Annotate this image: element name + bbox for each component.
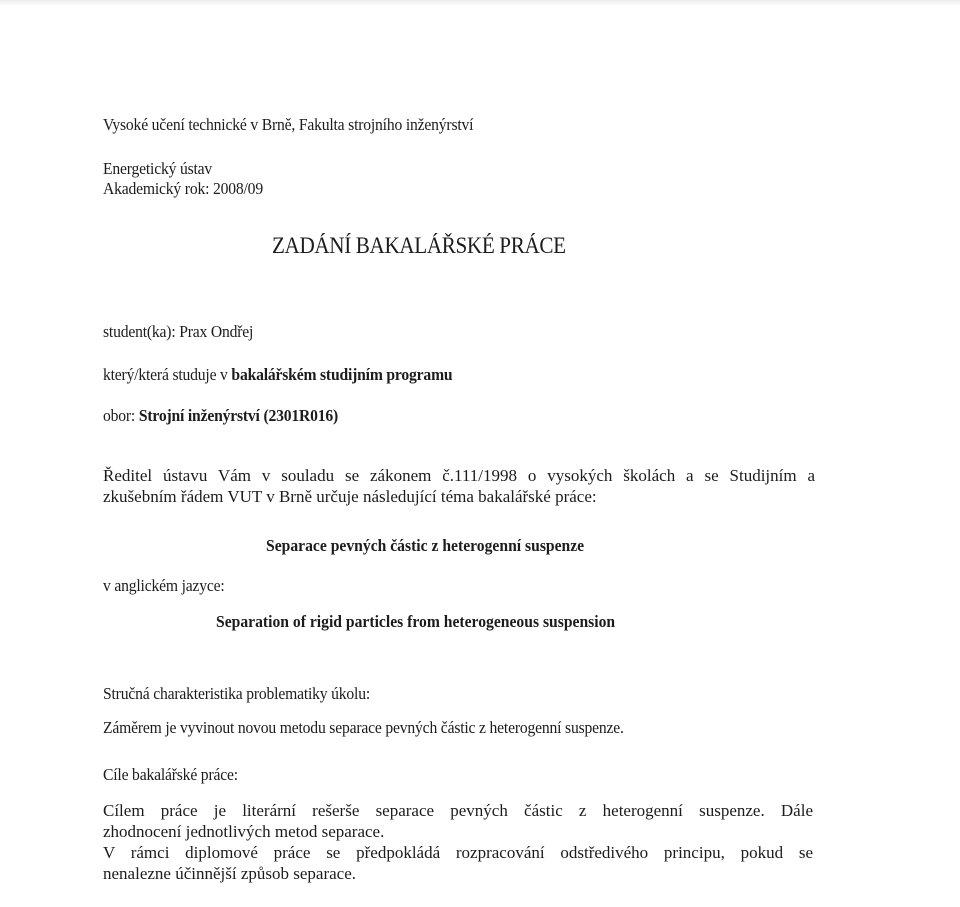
program-prefix: který/která studuje v bbox=[103, 365, 232, 384]
student-line bbox=[103, 322, 266, 342]
english-label bbox=[103, 576, 235, 596]
goals-paragraph bbox=[103, 800, 813, 884]
university-line bbox=[103, 115, 506, 135]
university-text: Vysoké učení technické v Brně, Fakulta strojního inženýrství bbox=[103, 115, 474, 134]
characteristics-body: Záměrem je vyvinout novou metodu separace pevných částic z heterogenní suspenze. bbox=[103, 718, 624, 737]
program-text bbox=[103, 365, 452, 385]
institute-line bbox=[103, 159, 222, 179]
topic-czech bbox=[266, 536, 612, 556]
field-name: Strojní inženýrství bbox=[138, 406, 260, 425]
goals-line-2: zhodnocení jednotlivých metod separace. bbox=[103, 822, 385, 841]
academic-year-line bbox=[103, 179, 277, 199]
english-label-text: v anglickém jazyce: bbox=[103, 576, 225, 595]
institute-text: Energetický ústav bbox=[103, 159, 213, 178]
directive-paragraph bbox=[103, 465, 815, 507]
field-prefix: obor: bbox=[103, 406, 139, 425]
goals-line-4: nenalezne účinnější způsob separace. bbox=[103, 864, 356, 883]
academic-year-text: Akademický rok: 2008/09 bbox=[103, 179, 263, 198]
topic-english-text: Separation of rigid particles from heterogeneous suspension bbox=[216, 612, 616, 631]
goals-heading bbox=[103, 765, 250, 785]
topic-czech-text: Separace pevných částic z heterogenní suspenze bbox=[266, 536, 585, 555]
topic-english bbox=[216, 612, 650, 632]
field-text bbox=[103, 406, 338, 426]
directive-line-1: Ředitel ústavu Vám v souladu se zákonem č.111/1998 o vysokých školách a se Studijním a bbox=[103, 466, 815, 485]
characteristics-heading bbox=[103, 684, 393, 704]
characteristics-heading-text: Stručná charakteristika problematiky úkolu: bbox=[103, 684, 371, 703]
scan-edge bbox=[0, 0, 960, 6]
goals-line-1: Cílem práce je literární rešerše separace pevných částic z heterogenní suspenze. Dále bbox=[103, 801, 813, 820]
directive-line-2: zkušebním řádem VUT v Brně určuje následující téma bakalářské práce: bbox=[103, 487, 597, 506]
characteristics-text bbox=[103, 718, 669, 738]
page-title bbox=[272, 233, 591, 259]
field-line bbox=[103, 406, 359, 426]
field-code: (2301R016) bbox=[263, 406, 339, 425]
program-line bbox=[103, 365, 483, 385]
student-text: student(ka): Prax Ondřej bbox=[103, 322, 254, 341]
goals-line-3: V rámci diplomové práce se předpokládá rozpracování odstředivého principu, pokud se bbox=[103, 843, 813, 862]
title-text: ZADÁNÍ BAKALÁŘSKÉ PRÁCE bbox=[272, 233, 566, 258]
goals-heading-text: Cíle bakalářské práce: bbox=[103, 765, 238, 784]
program-name: bakalářském studijním programu bbox=[231, 365, 453, 384]
